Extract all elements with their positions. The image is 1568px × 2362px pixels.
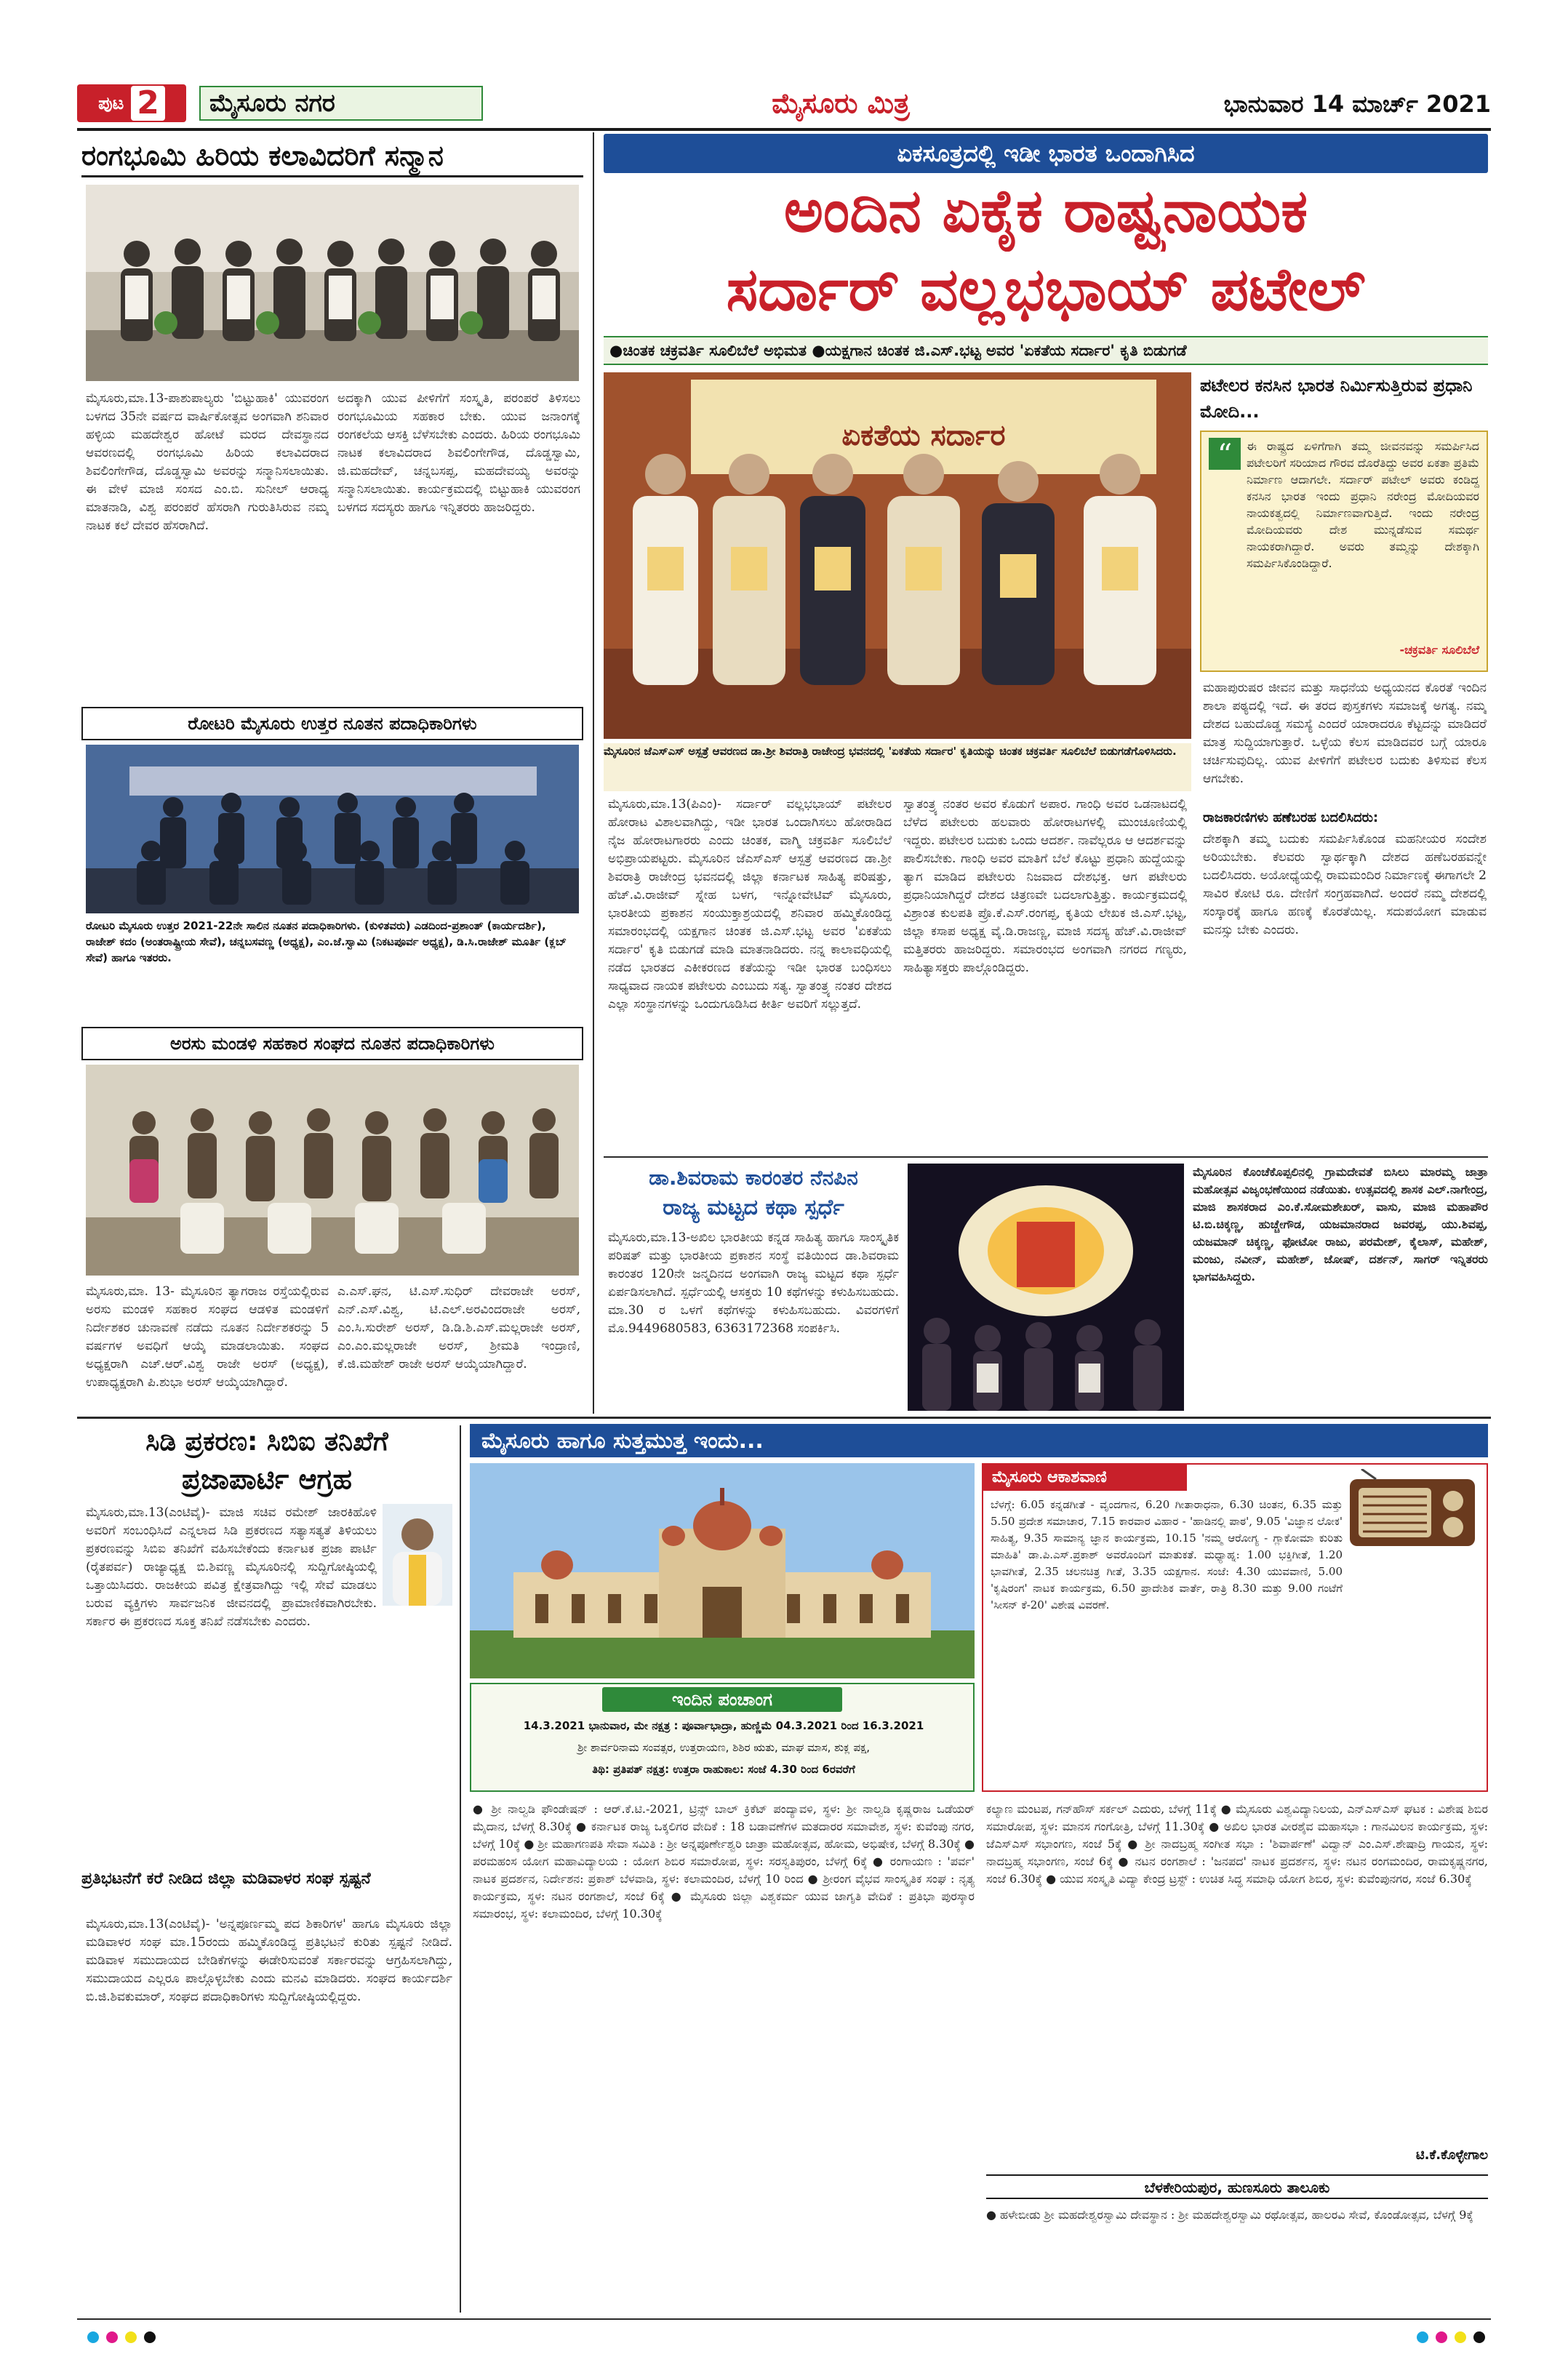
masthead xyxy=(77,81,1491,125)
radio-icon xyxy=(1347,1469,1478,1549)
events-right: ಕಲ್ಯಾಣ ಮಂಟಪ, ಗನ್‌ಹೌಸ್ ಸರ್ಕಲ್ ಎದುರು, ಬೆಳಗ್ಗೆ 11ಕ್ಕೆ ● ಮೈಸೂರು ವಿಶ್ವವಿದ್ಯಾನಿಲಯ, ಎನ್‌ಎಸ್‌ಎಸ್ ಘಟಕ : ವಿಶೇಷ ಶಿಬಿರ ಸಮಾರೋಪ, ಸ್ಥಳ: ಮಾನಸ ಗಂಗೋತ್ರಿ, ಬೆಳಗ್ಗೆ 11.30ಕ್ಕೆ ● ಅಖಿಲ ಭಾರತ ವೀರಶೈವ ಮಹಾಸಭಾ : ಗಾನಮಿಲನ ಕಾರ್ಯಕ್ರಮ, ಸ್ಥಳ: ಜೆಎಸ್‌ಎಸ್ ಸಭಾಂಗಣ, ಸಂಜೆ 5ಕ್ಕೆ ● ಶ್ರೀ ನಾದಬ್ರಹ್ಮ ಸಂಗೀತ ಸಭಾ : 'ಶಿವಾರ್ಪಣೆ' ವಿದ್ವಾನ್ ಎಂ.ಎಸ್.ಶೇಷಾದ್ರಿ ಗಾಯನ, ಸ್ಥಳ: ನಾದಬ್ರಹ್ಮ ಸಭಾಂಗಣ, ಸಂಜೆ 6ಕ್ಕೆ ● ನಟನ ರಂಗಶಾಲೆ : 'ಜನಪದ' ನಾಟಕ ಪ್ರದರ್ಶನ, ಸ್ಥಳ: ನಟನ ರಂಗಮಂದಿರ, ರಾಮಕೃಷ್ಣನಗರ, ಸಂಜೆ 6.30ಕ್ಕೆ ● ಯುವ ಸಂಸ್ಕೃತಿ ವಿದ್ಯಾ ಕೇಂದ್ರ ಟ್ರಸ್ಟ್ : ಉಚಿತ ಸಿದ್ಧ ಸಮಾಧಿ ಯೋಗ ಶಿಬಿರ, ಸ್ಥಳ: ಕುವೆಂಪುನಗರ, ಸಂಜೆ 6.30ಕ್ಕೆ xyxy=(986,1802,1488,1886)
panchanga-line1: 14.3.2021 ಭಾನುವಾರ, ಮೇ ನಕ್ಷತ್ರ : ಪೂರ್ವಾಭಾದ್ರಾ, ಹುಣ್ಣಿಮೆ 04.3.2021 ರಿಂದ 16.3.2021 xyxy=(523,1719,924,1732)
cd-body: ಮೈಸೂರು,ಮಾ.13(ಎಂಟಿವೈ)- ಮಾಜಿ ಸಚಿವ ರಮೇಶ್ ಜಾರಕಿಹೊಳಿ ಅವರಿಗೆ ಸಂಬಂಧಿಸಿದೆ ಎನ್ನಲಾದ ಸಿಡಿ ಪ್ರಕರಣದ ಸತ್ಯಾಸತ್ಯತೆ ತಿಳಿಯಲು ಪ್ರಕರಣವನ್ನು ಸಿಬಿಐ ತನಿಖೆಗೆ ವಹಿಸಬೇಕೆಂದು ಕರ್ನಾಟಕ ಪ್ರಜಾ ಪಾರ್ಟಿ (ರೈತಪರ್ವ) ರಾಜ್ಯಾಧ್ಯಕ್ಷ ಬಿ.ಶಿವಣ್ಣ ಮೈಸೂರಿನಲ್ಲಿ ಸುದ್ದಿಗೋಷ್ಠಿಯಲ್ಲಿ ಒತ್ತಾಯಿಸಿದರು. ರಾಜಕೀಯ ಪವಿತ್ರ ಕ್ಷೇತ್ರವಾಗಿದ್ದು ಇಲ್ಲಿ ಸೇವೆ ಮಾಡಲು ಬರುವ ವ್ಯಕ್ತಿಗಳು ಸಾರ್ವಜನಿಕ ಜೀವನದಲ್ಲಿ ಪ್ರಾಮಾಣಿಕವಾಗಿರಬೇಕು. ಸರ್ಕಾರ ಈ ಪ್ರಕರಣದ ಸೂಕ್ತ ತನಿಖೆ ನಡೆಸಬೇಕು ಎಂದರು. xyxy=(86,1505,377,1629)
patel-sidebar-body: ಮಹಾಪುರುಷರ ಜೀವನ ಮತ್ತು ಸಾಧನೆಯ ಅಧ್ಯಯನದ ಕೊರತೆ ಇಂದಿನ ಶಾಲಾ ಪಠ್ಯದಲ್ಲಿ ಇದೆ. ಈ ತರದ ಪುಸ್ತಕಗಳು ಸಮಾಜಕ್ಕೆ ಅಗತ್ಯ. ನಮ್ಮ ದೇಶದ ಬಹುದೊಡ್ಡ ಸಮಸ್ಯೆ ಎಂದರೆ ಯಾರಾದರೂ ಕೆಟ್ಟದನ್ನು ಮಾಡಿದರೆ ಮಾತ್ರ ಸುದ್ದಿಯಾಗುತ್ತಾರೆ. ಒಳ್ಳೆಯ ಕೆಲಸ ಮಾಡಿದವರ ಬಗ್ಗೆ ಯಾರೂ ಚರ್ಚಿಸುವುದಿಲ್ಲ. ಯುವ ಪೀಳಿಗೆಗೆ ಪಟೇಲರ ಬದುಕು ತಿಳಿಸುವ ಕೆಲಸ ಆಗಬೇಕು. xyxy=(1203,681,1487,786)
quote-open-icon: “ xyxy=(1209,438,1241,470)
footer-rule xyxy=(77,2318,1491,2320)
registration-dot-magenta xyxy=(106,2331,118,2343)
lead-photo-banner: ಏಕತೆಯ ಸರ್ದಾರ xyxy=(841,419,1006,452)
rotary-caption: ರೋಟರಿ ಮೈಸೂರು ಉತ್ತರ 2021-22ನೇ ಸಾಲಿನ ನೂತನ ಪದಾಧಿಕಾರಿಗಳು. (ಕುಳಿತವರು) ಎಡದಿಂದ-ಪ್ರಶಾಂತ್ (ಕಾರ್ಯದರ್ಶಿ), ರಾಜೇಶ್ ಕದಂ (ಅಂತರಾಷ್ಟ್ರೀಯ ಸೇವೆ), ಚನ್ನಬಸವಣ್ಣ (ಅಧ್ಯಕ್ಷ), ಎಂ.ಜೆ.ಸ್ವಾಮಿ (ನಿಕಟಪೂರ್ವ ಅಧ್ಯಕ್ಷ), ಡಿ.ಸಿ.ರಾಜೇಶ್ ಮೂರ್ತಿ (ಕ್ಲಬ್ ಸೇವೆ) ಹಾಗೂ ಇತರರು. xyxy=(86,919,567,964)
today-band xyxy=(470,1424,1488,1457)
panchanga-line3: ತಿಥಿ: ಪ್ರತಿಪತ್ ನಕ್ಷತ್ರ: ಉತ್ತರಾ ರಾಹುಕಾಲ: ಸಂಜೆ 4.30 ರಿಂದ 6ರವರೆಗೆ xyxy=(592,1763,855,1776)
rotary-photo-image xyxy=(86,745,579,913)
page-number: 2 xyxy=(131,86,165,121)
rotary-photo xyxy=(86,745,579,913)
cooperative-body-col1: ಮೈಸೂರು,ಮಾ. 13- ಮೈಸೂರಿನ ತ್ಯಾಗರಾಜ ರಸ್ತೆಯಲ್ಲಿರುವ ಅರಸು ಮಂಡಳಿ ಸಹಕಾರ ಸಂಘದ ಆಡಳಿತ ಮಂಡಳಿಗೆ ನಿರ್ದೇಶಕರ ಚುನಾವಣೆ ನಡೆದು ನೂತನ ನಿರ್ದೇಶಕರನ್ನು 5 ವರ್ಷಗಳ ಅವಧಿಗೆ ಆಯ್ಕೆ ಮಾಡಲಾಯಿತು. ಸಂಘದ ಅಧ್ಯಕ್ಷರಾಗಿ ಎಚ್.ಆರ್.ವಿಶ್ವ ರಾಜೇ ಅರಸ್ (ಅಧ್ಯಕ್ಷ), ಉಪಾಧ್ಯಕ್ಷರಾಗಿ ಪಿ.ಶುಭಾ ಅರಸ್ ಆಯ್ಕೆಯಾಗಿದ್ದಾರೆ. xyxy=(86,1284,329,1390)
panchanga-title: ಇಂದಿನ ಪಂಚಾಂಗ xyxy=(602,1687,842,1712)
radio-schedule: ಬೆಳಗ್ಗೆ: 6.05 ಕನ್ನಡಗೀತೆ - ವೃಂದಗಾನ, 6.20 ಗೀತಾರಾಧನಾ, 6.30 ಚಿಂತನ, 6.35 ಮತ್ತು 5.50 ಪ್ರದೇಶ ಸಮಾಚಾರ, 7.15 ಕಾರವಾರ ವಿಹಾರ - 'ಹಾಡಿನಲ್ಲಿ ಪಾಠ', 9.05 'ವಿಜ್ಞಾನ ಲೋಕ' ಸಾಹಿತ್ಯ, 9.35 ಸಾಮಾನ್ಯ ಜ್ಞಾನ ಕಾರ್ಯಕ್ರಮ, 10.15 'ನಮ್ಮ ಆರೋಗ್ಯ - ಗ್ಲಾಕೋಮಾ ಕುರಿತು ಮಾಹಿತಿ' ಡಾ.ಪಿ.ಎಸ್.ಪ್ರಕಾಶ್ ಅವರೊಂದಿಗೆ ಮಾತುಕತೆ. ಮಧ್ಯಾಹ್ನ: 1.00 ಭಕ್ತಿಗೀತೆ, 1.20 ಭಾವಗೀತೆ, 2.35 ಚಲನಚಿತ್ರ ಗೀತೆ, 3.35 ಯಕ್ಷಗಾನ. ಸಂಜೆ: 4.30 ಯುವವಾಣಿ, 5.00 'ಕೃಷಿರಂಗ' ನಾಟಕ ಕಾರ್ಯಕ್ರಮ, 6.50 ಪ್ರಾದೇಶಿಕ ವಾರ್ತೆ, ರಾತ್ರಿ 8.30 ಮತ್ತು 9.00 ಗಂಟೆಗೆ 'ಸೀಸನ್ ಕೆ-20' ವಿಶೇಷ ವಿವರಣೆ. xyxy=(991,1498,1343,1612)
lead-kicker-text: ಏಕಸೂತ್ರದಲ್ಲಿ ಇಡೀ ಭಾರತ ಒಂದಾಗಿಸಿದ xyxy=(897,139,1195,167)
lead-photo-caption: ಮೈಸೂರಿನ ಜೆಎಸ್‌ಎಸ್ ಅಸ್ಪತ್ರೆ ಆವರಣದ ಡಾ.ಶ್ರೀ ಶಿವರಾತ್ರಿ ರಾಜೇಂದ್ರ ಭವನದಲ್ಲಿ 'ಏಕತೆಯ ಸರ್ದಾರ' ಕೃತಿಯನ್ನು ಚಿಂತಕ ಚಕ್ರವರ್ತಿ ಸೂಲಿಬೆಲೆ ಬಿಡುಗಡೆಗೊಳಿಸಿದರು. xyxy=(604,743,1191,791)
events-left: ● ಶ್ರೀ ನಾಲ್ವಡಿ ಫೌಂಡೇಷನ್ : ಆರ್.ಕೆ.ಟಿ.-2021, ಟ್ರಿನ್ಸ್ ಬಾಲ್ ಕ್ರಿಕೆಟ್ ಪಂದ್ಯಾವಳಿ, ಸ್ಥಳ: ಶ್ರೀ ನಾಲ್ವಡಿ ಕೃಷ್ಣರಾಜ ಒಡೆಯರ್ ಮೈದಾನ, ಬೆಳಗ್ಗೆ 8.30ಕ್ಕೆ ● ಕರ್ನಾಟಕ ರಾಜ್ಯ ಒಕ್ಕಲಿಗರ ವೇದಿಕೆ : 18 ಬಡಾವಣೆಗಳ ಮತದಾರರ ಸಮಾವೇಶ, ಸ್ಥಳ: ಕುವೆಂಪು ನಗರ, ಬೆಳಗ್ಗೆ 10ಕ್ಕೆ ● ಶ್ರೀ ಮಹಾಗಣಪತಿ ಸೇವಾ ಸಮಿತಿ : ಶ್ರೀ ಅನ್ನಪೂರ್ಣೇಶ್ವರಿ ಜಾತ್ರಾ ಮಹೋತ್ಸವ, ಹೋಮ, ಅಭಿಷೇಕ, ಬೆಳಗ್ಗೆ 8.30ಕ್ಕೆ ● ಪರಮಹಂಸ ಯೋಗ ಮಹಾವಿದ್ಯಾಲಯ : ಯೋಗ ಶಿಬಿರ ಸಮಾರೋಪ, ಸ್ಥಳ: ಸರಸ್ವತಿಪುರಂ, ಬೆಳಗ್ಗೆ 6ಕ್ಕೆ ● ರಂಗಾಯಣ : 'ಪರ್ವ' ನಾಟಕ ಪ್ರದರ್ಶನ, ನಿರ್ದೇಶನ: ಪ್ರಕಾಶ್ ಬೆಳವಾಡಿ, ಸ್ಥಳ: ಕಲಾಮಂದಿರ, ಬೆಳಗ್ಗೆ 10 ರಿಂದ ● ಶ್ರೀರಂಗ ವೈಭವ ಸಾಂಸ್ಕೃತಿಕ ಸಂಘ : ನೃತ್ಯ ಕಾರ್ಯಕ್ರಮ, ಸ್ಥಳ: ನಟನ ರಂಗಶಾಲೆ, ಸಂಜೆ 6ಕ್ಕೆ ● ಮೈಸೂರು ಜಿಲ್ಲಾ ವಿಶ್ವಕರ್ಮ ಯುವ ಜಾಗೃತಿ ವೇದಿಕೆ : ಪ್ರತಿಭಾ ಪುರಸ್ಕಾರ ಸಮಾರಂಭ, ಸ್ಥಳ: ಕಲಾಮಂದಿರ, ಬೆಳಗ್ಗೆ 10.30ಕ್ಕೆ xyxy=(473,1802,975,1921)
registration-dot-cyan-2 xyxy=(1417,2331,1428,2343)
cooperative-body-col2: ಎ.ಎಸ್.ಘನ, ಟಿ.ಎಸ್.ಸುಧಿರ್ ದೇವರಾಜೇ ಅರಸ್, ಎನ್.ಎಸ್.ವಿಶ್ವ, ಟಿ.ಎಲ್.ಅರವಿಂದರಾಜೇ ಅರಸ್, ಎಂ.ಸಿ.ಸುರೇಶ್ ಅರಸ್, ಡಿ.ಡಿ.ಶಿ.ಎಸ್.ಮಲ್ಲರಾಜೇ ಅರಸ್, ಎಂ.ಎಂ.ಮಲ್ಲರಾಜೇ ಅರಸ್, ಶ್ರೀಮತಿ ಇಂದ್ರಾಣಿ, ಕೆ.ಜಿ.ಮಹೇಶ್ ರಾಜೇ ಅರಸ್ ಆಯ್ಕೆಯಾಗಿದ್ದಾರೆ. xyxy=(337,1284,580,1372)
lead-headline-1: ಅಂದಿನ ಏಕೈಕ ರಾಷ್ಟ್ರನಾಯಕ xyxy=(783,177,1308,246)
lead-photo-image xyxy=(604,372,1191,739)
paper-name: ಮೈಸೂರು ಮಿತ್ರ xyxy=(772,87,910,119)
radio-box xyxy=(982,1463,1488,1792)
lead-photo xyxy=(604,372,1191,739)
cooperative-headline-text: ಅರಸು ಮಂಡಳಿ ಸಹಕಾರ ಸಂಘದ ನೂತನ ಪದಾಧಿಕಾರಿಗಳು xyxy=(170,1033,495,1054)
rotary-headline xyxy=(81,707,583,740)
patel-sidebar-byline: -ಚಕ್ರವರ್ತಿ ಸೂಲಿಬೆಲೆ xyxy=(1399,643,1479,657)
jatre-photo-image xyxy=(908,1164,1184,1411)
jatre-photo xyxy=(908,1164,1184,1411)
cd-subhead: ಪ್ರತಿಭಟನೆಗೆ ಕರೆ ನೀಡಿದ ಜಿಲ್ಲಾ ಮಡಿವಾಳರ ಸಂಘ ಸ್ಪಷ್ಟನೆ xyxy=(81,1870,371,1888)
cd-speaker-photo xyxy=(383,1504,452,1606)
column-rule-2 xyxy=(460,1425,461,2313)
cd-headline-1: ಸಿಡಿ ಪ್ರಕರಣ: ಸಿಬಿಐ ತನಿಖೆಗೆ xyxy=(145,1427,388,1457)
theatre-photo-image xyxy=(86,185,579,381)
registration-dot-cyan xyxy=(87,2331,99,2343)
palace-photo-image xyxy=(470,1463,975,1678)
page-label: ಪುಟ xyxy=(98,93,124,113)
patel-sidebar-quote: ಈ ರಾಷ್ಟ್ರದ ಏಳಿಗೆಗಾಗಿ ತಮ್ಮ ಜೀವನವನ್ನು ಸಮರ್ಪಿಸಿದ ಪಟೇಲರಿಗೆ ಸರಿಯಾದ ಗೌರವ ದೊರೆತಿದ್ದು ಅವರ ಏಕತಾ ಪ್ರತಿಮೆ ನಿರ್ಮಾಣ ಆದಾಗಲೇ. ಸರ್ದಾರ್ ಪಟೇಲ್ ಅವರು ಕಂಡಿದ್ದ ಕನಸಿನ ಭಾರತ ಇಂದು ಪ್ರಧಾನಿ ನರೇಂದ್ರ ಮೋದಿಯವರ ನಾಯಕತ್ವದಲ್ಲಿ ನಿರ್ಮಾಣವಾಗುತ್ತಿದೆ. ಇಂದು ನರೇಂದ್ರ ಮೋದಿಯವರು ದೇಶ ಮುನ್ನಡೆಸುವ ಸಮರ್ಥ ನಾಯಕರಾಗಿದ್ದಾರೆ. ಅವರು ತಮ್ಮನ್ನು ದೇಶಕ್ಕಾಗಿ ಸಮರ್ಪಿಸಿಕೊಂಡಿದ್ದಾರೆ. xyxy=(1247,439,1479,570)
lead-headline-2: ಸರ್ದಾರ್ ವಲ್ಲಭಭಾಯ್ ಪಟೇಲ್ xyxy=(726,255,1366,324)
palace-photo xyxy=(470,1463,975,1678)
lead-body-col2: ಸ್ವಾತಂತ್ರ್ಯ ನಂತರ ಅವರ ಕೊಡುಗೆ ಅಪಾರ. ಗಾಂಧಿ ಅವರ ಒಡನಾಟದಲ್ಲಿ ಬೆಳೆದ ಪಟೇಲರು ಹಲವಾರು ಹೋರಾಟಗಳಲ್ಲಿ ಮುಂಚೂಣಿಯಲ್ಲಿ ಇದ್ದರು. ಪಟೇಲರ ಬದುಕು ಒಂದು ಆದರ್ಶ. ನಾವೆಲ್ಲರೂ ಆ ಆದರ್ಶವನ್ನು ಪಾಲಿಸಬೇಕು. ಗಾಂಧಿ ಅವರ ಮಾತಿಗೆ ಬೆಲೆ ಕೊಟ್ಟು ಪ್ರಧಾನಿ ಹುದ್ದೆಯನ್ನು ತ್ಯಾಗ ಮಾಡಿದ ಪಟೇಲರು ನಿಜವಾದ ದೇಶಭಕ್ತ. ಆಗ ಪಟೇಲರು ಪ್ರಧಾನಿಯಾಗಿದ್ದರೆ ದೇಶದ ಚಿತ್ರಣವೇ ಬದಲಾಗುತ್ತಿತ್ತು. ಕಾರ್ಯಕ್ರಮದಲ್ಲಿ ವಿಶ್ರಾಂತ ಕುಲಪತಿ ಪ್ರೊ.ಕೆ.ಎಸ್.ರಂಗಪ್ಪ, ಕೃತಿಯ ಲೇಖಕ ಜಿ.ಎಸ್.ಭಟ್ಟ, ಜಿಲ್ಲಾ ಕಸಾಪ ಅಧ್ಯಕ್ಷ ವೈ.ಡಿ.ರಾಜಣ್ಣ, ಮಾಜಿ ಸದಸ್ಯ ಹೆಚ್.ವಿ.ರಾಜೀವ್ ಮತ್ತಿತರರು ಹಾಜರಿದ್ದರು. ಸಮಾರಂಭದ ಅಂಗವಾಗಿ ನಗರದ ಗಣ್ಯರು, ಸಾಹಿತ್ಯಾಸಕ್ತರು ಪಾಲ್ಗೊಂಡಿದ್ದರು. xyxy=(903,797,1187,975)
today-band-text: ಮೈಸೂರು ಹಾಗೂ ಸುತ್ತಮುತ್ತ ಇಂದು... xyxy=(481,1428,764,1454)
page-tag xyxy=(77,84,186,122)
karanth-headline-2: ರಾಜ್ಯ ಮಟ್ಟದ ಕಥಾ ಸ್ಪರ್ಧೆ xyxy=(663,1195,844,1220)
town-label: ಟಿ.ಕೆ.ಕೊಳ್ಳೇಗಾಲ xyxy=(1415,2147,1488,2163)
lead-body-col1: ಮೈಸೂರು,ಮಾ.13(ಪಿಎಂ)- ಸರ್ದಾರ್ ವಲ್ಲಭಭಾಯ್ ಪಟೇಲರ ಹೋರಾಟ ವಿಶಾಲವಾಗಿದ್ದು, ಇಡೀ ಭಾರತ ಒಂದಾಗಿಸಲು ಹೋರಾಡಿದ ನೈಜ ಹೋರಾಟಗಾರರು ಎಂದು ಚಿಂತಕ, ವಾಗ್ಮಿ ಚಕ್ರವರ್ತಿ ಸೂಲಿಬೆಲೆ ಅಭಿಪ್ರಾಯಪಟ್ಟರು. ಮೈಸೂರಿನ ಜೆಎಸ್‌ಎಸ್ ಆಸ್ಪತ್ರೆ ಆವರಣದ ಡಾ.ಶ್ರೀ ಶಿವರಾತ್ರಿ ರಾಜೇಂದ್ರ ಭವನದಲ್ಲಿ ಜಿಲ್ಲಾ ಕರ್ನಾಟಕ ಸಾಹಿತ್ಯ ಪರಿಷತ್ತು, ಹೆಚ್.ವಿ.ರಾಜೀವ್ ಸ್ನೇಹ ಬಳಗ, ಇನ್ನೋವೇಟಿವ್ ಮೈಸೂರು, ಭಾರತೀಯ ಪ್ರಕಾಶನ ಸಂಯುಕ್ತಾಶ್ರಯದಲ್ಲಿ ಶನಿವಾರ ಹಮ್ಮಿಕೊಂಡಿದ್ದ ಸಮಾರಂಭದಲ್ಲಿ ಯಕ್ಷಗಾನ ಚಿಂತಕ ಜಿ.ಎಸ್.ಭಟ್ಟ ಅವರ 'ಏಕತೆಯ ಸರ್ದಾರ' ಕೃತಿ ಬಿಡುಗಡೆ ಮಾಡಿ ಮಾತನಾಡಿದರು. ನನ್ನ ಕಾಲಾವಧಿಯಲ್ಲಿ ನಡೆದ ಭಾರತದ ಎಕೀಕರಣದ ಕತೆಯನ್ನು ಇಡೀ ಭಾರತ ಬಂಧಿಸಲು ಸಾಧ್ಯವಾದ ನಾಯಕ ಪಟೇಲರು ಎಂಬುದು ಸತ್ಯ. ಸ್ವಾತಂತ್ರ್ಯ ನಂತರ ದೇಶದ ಎಲ್ಲಾ ಸಂಸ್ಥಾನಗಳನ್ನು ಒಂದುಗೂಡಿಸಿದ ಕೀರ್ತಿ ಅವರಿಗೆ ಸಲ್ಲುತ್ತದೆ. xyxy=(608,797,892,1012)
lead-bottom-rule xyxy=(604,1156,1488,1158)
cd-speaker-image xyxy=(383,1504,452,1606)
radio-title: ಮೈಸೂರು ಆಕಾಶವಾಣಿ xyxy=(983,1465,1187,1491)
karanth-headline-1: ಡಾ.ಶಿವರಾಮ ಕಾರಂತರ ನೆನಪಿನ xyxy=(649,1166,858,1190)
district-events: ● ಹಳೇಬೀಡು ಶ್ರೀ ಮಹದೇಶ್ವರಸ್ವಾಮಿ ದೇವಸ್ಥಾನ : ಶ್ರೀ ಮಹದೇಶ್ವರಸ್ವಾಮಿ ರಥೋತ್ಸವ, ಹಾಲರವಿ ಸೇವೆ, ಕೊಂಡೋತ್ಸವ, ಬೆಳಗ್ಗೆ 9ಕ್ಕೆ xyxy=(986,2208,1473,2222)
panchanga-box xyxy=(470,1683,975,1792)
lead-strap: ●ಚಿಂತಕ ಚಕ್ರವರ್ತಿ ಸೂಲಿಬೆಲೆ ಅಭಿಮತ ●ಯಕ್ಷಗಾನ ಚಿಂತಕ ಜಿ.ಎಸ್.ಭಟ್ಟ ಅವರ 'ಏಕತೆಯ ಸರ್ದಾರ' ಕೃತಿ ಬಿಡುಗಡೆ xyxy=(604,336,1488,365)
masthead-rule xyxy=(77,128,1491,131)
registration-dot-black xyxy=(144,2331,156,2343)
registration-dot-black-2 xyxy=(1473,2331,1485,2343)
upper-bottom-rule xyxy=(77,1417,1491,1419)
rotary-headline-text: ರೋಟರಿ ಮೈಸೂರು ಉತ್ತರ ನೂತನ ಪದಾಧಿಕಾರಿಗಳು xyxy=(188,713,477,734)
section-name: ಮೈಸೂರು ನಗರ xyxy=(199,86,483,121)
cooperative-photo xyxy=(86,1065,579,1276)
patel-sidebar-subhead: ರಾಜಕಾರಣಿಗಳು ಹಣೆಬರಹ ಬದಲಿಸಿದರು: xyxy=(1203,810,1379,825)
registration-dot-magenta-2 xyxy=(1436,2331,1447,2343)
theatre-photo xyxy=(86,185,579,381)
patel-sidebar-body2: ದೇಶಕ್ಕಾಗಿ ತಮ್ಮ ಬದುಕು ಸಮರ್ಪಿಸಿಕೊಂಡ ಮಹನೀಯರ ಸಂದೇಶ ಅರಿಯಬೇಕು. ಕೆಲವರು ಸ್ವಾರ್ಥಕ್ಕಾಗಿ ದೇಶದ ಹಣೆಬರಹವನ್ನೇ ಬದಲಿಸಿದರು. ಅಯೋಧ್ಯೆಯಲ್ಲಿ ರಾಮಮಂದಿರ ನಿರ್ಮಾಣಕ್ಕೆ ಈಗಾಗಲೇ 2 ಸಾವಿರ ಕೋಟಿ ರೂ. ದೇಣಿಗೆ ಸಂಗ್ರಹವಾಗಿದೆ. ಅಂದರೆ ನಮ್ಮ ದೇಶದಲ್ಲಿ ಸಂಸ್ಕಾರಕ್ಕೆ ಹಾಗೂ ಹಣಕ್ಕೆ ಕೊರತೆಯಿಲ್ಲ. ಸದುಪಯೋಗ ಮಾಡುವ ಮನಸ್ಸು ಬೇಕು ಎಂದರು. xyxy=(1203,832,1487,937)
registration-dot-yellow xyxy=(125,2331,137,2343)
theatre-body-col2: ಅದಕ್ಕಾಗಿ ಯುವ ಪೀಳಿಗೆಗೆ ಸಂಸ್ಕೃತಿ, ಪರಂಪರೆ ತಿಳಿಸಲು ರಂಗಭೂಮಿಯ ಸಹಕಾರ ಬೇಕು. ಯುವ ಜನಾಂಗಕ್ಕೆ ರಂಗಕಲೆಯ ಆಸಕ್ತಿ ಬೆಳೆಸಬೇಕು ಎಂದರು. ಹಿರಿಯ ರಂಗಭೂಮಿ ನಾಟಕ ಕಲಾವಿದರಾದ ಶಿವಲಿಂಗೇಗೌಡ, ದೊಡ್ಡಸ್ವಾಮಿ, ಜಿ.ಮಹದೇವ್, ಚನ್ನಬಸಪ್ಪ, ಮಹದೇವಯ್ಯ ಅವರನ್ನು ಸನ್ಮಾನಿಸಲಾಯಿತು. ಕಾರ್ಯಕ್ರಮದಲ್ಲಿ ಬಿಟ್ಟುಹಾಕಿ ಯುವರಂಗ ಬಳಗದ ಸದಸ್ಯರು ಹಾಗೂ ಇನ್ನಿತರರು ಹಾಜರಿದ್ದರು. xyxy=(337,391,580,515)
theatre-body-col1: ಮೈಸೂರು,ಮಾ.13-ಪಾಶುಪಾಲ್ಯರು 'ಬಿಟ್ಟುಹಾಕಿ' ಯುವರಂಗ ಬಳಗದ 35ನೇ ವರ್ಷದ ವಾರ್ಷಿಕೋತ್ಸವ ಅಂಗವಾಗಿ ಶನಿವಾರ ಹಳ್ಳಿಯ ಮಹದೇಶ್ವರ ಹೋಟೆ ಮರದ ದೇವಸ್ಥಾನದ ಆವರಣದಲ್ಲಿ ರಂಗಭೂಮಿ ಹಿರಿಯ ಕಲಾವಿದರಾದ ಶಿವಲಿಂಗೇಗೌಡ, ದೊಡ್ಡಸ್ವಾಮಿ ಅವರನ್ನು ಸನ್ಮಾನಿಸಲಾಯಿತು. ಈ ವೇಳೆ ಮಾಜಿ ಸಂಸದ ಎಂ.ಬಿ. ಸುನೀಲ್ ಆರಾಧ್ಯ ಮಾತನಾಡಿ, ವಿಶ್ವ ಪರಂಪರೆ ಹೆಸರಾಗಿ ಗುರುತಿಸಿರುವ ನಮ್ಮ ನಾಟಕ ಕಲೆ ದೇವರ ಹೆಸರಾಗಿದೆ. xyxy=(86,391,329,533)
theatre-headline: ರಂಗಭೂಮಿ ಹಿರಿಯ ಕಲಾವಿದರಿಗೆ ಸನ್ಮಾನ xyxy=(81,135,583,177)
column-rule-1 xyxy=(593,132,594,1414)
cd-headline-2: ಪ್ರಜಾಪಾರ್ಟಿ ಆಗ್ರಹ xyxy=(181,1463,353,1495)
lead-kicker xyxy=(604,134,1488,173)
radio-icon-image xyxy=(1347,1469,1478,1549)
registration-dot-yellow-2 xyxy=(1455,2331,1466,2343)
panchanga-line2: ಶ್ರೀ ಶಾರ್ವರಿನಾಮ ಸಂವತ್ಸರ, ಉತ್ತರಾಯಣ, ಶಿಶಿರ ಋತು, ಮಾಘ ಮಾಸ, ಶುಕ್ಲ ಪಕ್ಷ, xyxy=(577,1741,870,1754)
cooperative-headline xyxy=(81,1027,583,1060)
patel-sidebar-box xyxy=(1200,431,1488,672)
issue-date: ಭಾನುವಾರ 14 ಮಾರ್ಚ್ 2021 xyxy=(1223,90,1491,118)
district-label: ಬೆಳಕೇರಿಯಪುರ, ಹುಣಸೂರು ತಾಲೂಕು xyxy=(986,2174,1488,2199)
karanth-body: ಮೈಸೂರು,ಮಾ.13-ಅಖಿಲ ಭಾರತೀಯ ಕನ್ನಡ ಸಾಹಿತ್ಯ ಹಾಗೂ ಸಾಂಸ್ಕೃತಿಕ ಪರಿಷತ್ ಮತ್ತು ಭಾರತೀಯ ಪ್ರಕಾಶನ ಸಂಸ್ಥೆ ವತಿಯಿಂದ ಡಾ.ಶಿವರಾಮ ಕಾರಂತರ 120ನೇ ಜನ್ಮದಿನದ ಅಂಗವಾಗಿ ರಾಜ್ಯ ಮಟ್ಟದ ಕಥಾ ಸ್ಪರ್ಧೆ ಏರ್ಪಡಿಸಲಾಗಿದೆ. ಸ್ಪರ್ಧೆಯಲ್ಲಿ ಆಸಕ್ತರು 10 ಕಥೆಗಳನ್ನು ಕಳುಹಿಸಬಹುದು. ಮಾ.30 ರ ಒಳಗೆ ಕಥೆಗಳನ್ನು ಕಳುಹಿಸಬಹುದು. ವಿವರಗಳಿಗೆ ಮೊ.9449680583, 6363172368 ಸಂಪರ್ಕಿಸಿ. xyxy=(608,1230,899,1336)
patel-sidebar-title: ಪಟೇಲರ ಕನಸಿನ ಭಾರತ ನಿರ್ಮಿಸುತ್ತಿರುವ ಪ್ರಧಾನಿ ಮೋದಿ... xyxy=(1200,375,1473,422)
cd-body2: ಮೈಸೂರು,ಮಾ.13(ಎಂಟಿವೈ)- 'ಅನ್ನಪೂರ್ಣಮ್ಮ ಪದ ಶಿಕಾರಿಗಳ' ಹಾಗೂ ಮೈಸೂರು ಜಿಲ್ಲಾ ಮಡಿವಾಳರ ಸಂಘ ಮಾ.15ರಂದು ಹಮ್ಮಿಕೊಂಡಿದ್ದ ಪ್ರತಿಭಟನೆ ಕುರಿತು ಸ್ಪಷ್ಟನೆ ನೀಡಿದೆ. ಮಡಿವಾಳ ಸಮುದಾಯದ ಬೇಡಿಕೆಗಳನ್ನು ಈಡೇರಿಸುವಂತೆ ಸರ್ಕಾರವನ್ನು ಆಗ್ರಹಿಸಲಾಗಿದ್ದು, ಸಮುದಾಯದ ಎಲ್ಲರೂ ಪಾಲ್ಗೊಳ್ಳಬೇಕು ಎಂದು ಮನವಿ ಮಾಡಿದರು. ಸಂಘದ ಕಾರ್ಯದರ್ಶಿ ಬಿ.ಜಿ.ಶಿವಕುಮಾರ್, ಸಂಘದ ಪದಾಧಿಕಾರಿಗಳು ಸುದ್ದಿಗೋಷ್ಠಿಯಲ್ಲಿದ್ದರು. xyxy=(86,1917,452,2004)
cooperative-photo-image xyxy=(86,1065,579,1276)
jatre-body: ಮೈಸೂರಿನ ಕೊಂಚೆಕೊಪ್ಪಲಿನಲ್ಲಿ ಗ್ರಾಮದೇವತೆ ಬಿಸಿಲು ಮಾರಮ್ಮ ಜಾತ್ರಾ ಮಹೋತ್ಸವ ವಿಜೃಂಭಣೆಯಿಂದ ನಡೆಯಿತು. ಉತ್ಸವದಲ್ಲಿ ಶಾಸಕ ಎಲ್.ನಾಗೇಂದ್ರ, ಮಾಜಿ ಶಾಸಕರಾದ ಎಂ.ಕೆ.ಸೋಮಶೇಖರ್, ವಾಸು, ಮಾಜಿ ಮಹಾಪೌರ ಟಿ.ಬಿ.ಚಿಕ್ಕಣ್ಣ, ಹುಚ್ಚೇಗೌಡ, ಯಜಮಾನರಾದ ಜವರಪ್ಪ, ಯು.ಶಿವಪ್ಪ, ಯಜಮಾನ್ ಚಿಕ್ಕಣ್ಣ, ಫೋಟೋ ರಾಜು, ಪರಮೇಶ್, ಕೈಲಾಸ್, ಮಹೇಶ್, ಮಂಜು, ನವೀನ್, ಮಹೇಶ್, ಜೋಷ್, ದರ್ಶನ್, ಸಾಗರ್ ಇನ್ನಿತರರು ಭಾಗವಹಿಸಿದ್ದರು. xyxy=(1193,1165,1488,1284)
